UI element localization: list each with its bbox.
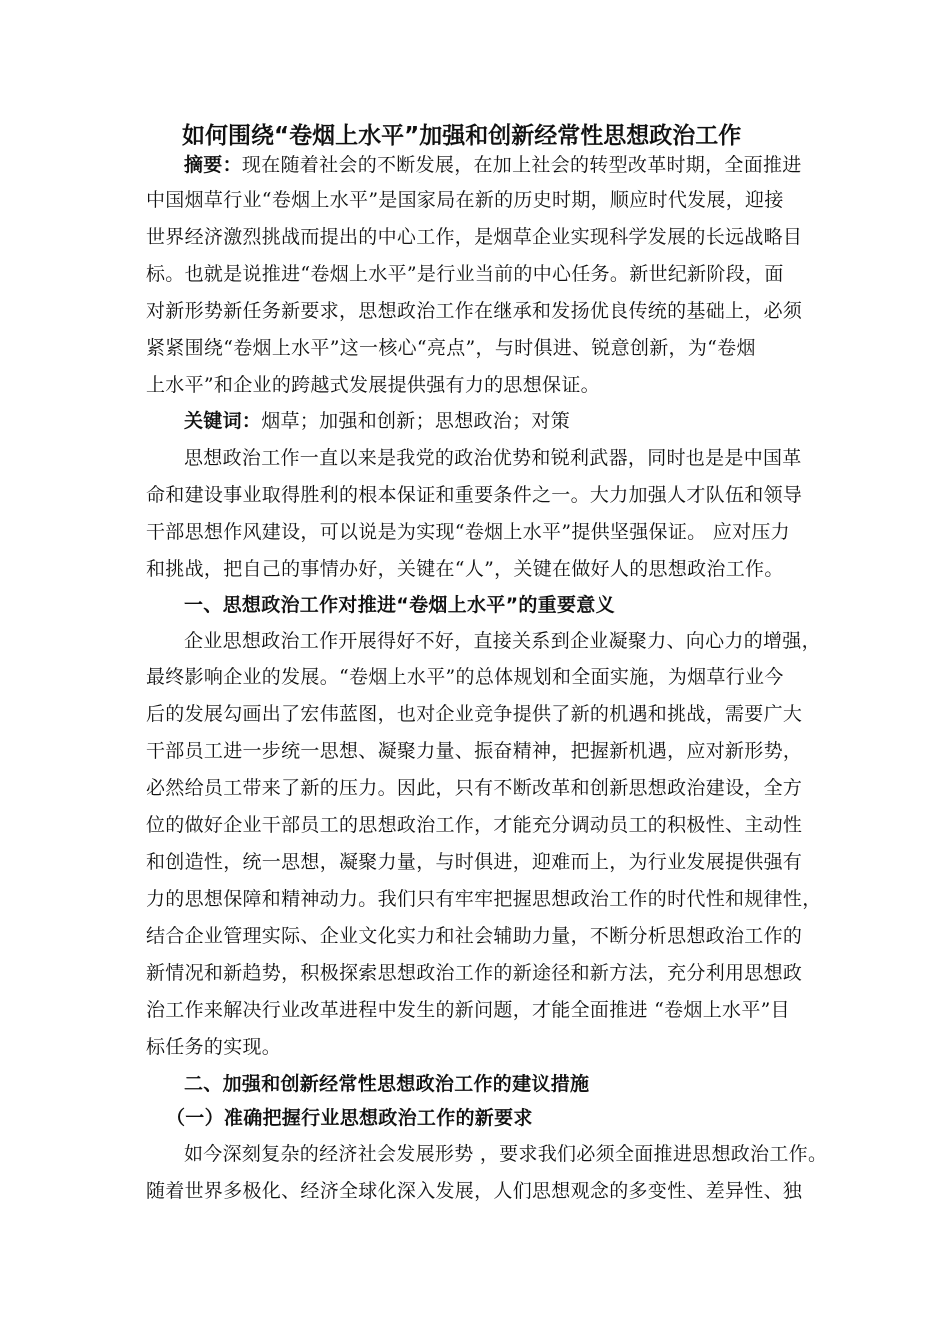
body-line: 力的思想保障和精神动力。我们只有牢牢把握思想政治工作的时代性和规律性， [146, 888, 822, 910]
abstract-line: 标。也就是说推进“卷烟上水平”是行业当前的中心任务。新世纪新阶段，面 [146, 263, 784, 285]
body-line: 最终影响企业的发展。“卷烟上水平”的总体规划和全面实施，为烟草行业今 [146, 666, 784, 688]
keywords-text: 烟草；加强和创新；思想政治；对策 [261, 410, 571, 432]
abstract-label: 摘要： [184, 154, 242, 176]
body-line: 和创造性，统一思想，凝聚力量，与时俱进，迎难而上，为行业发展提供强有 [146, 851, 803, 873]
body-line: 和挑战，把自己的事情办好，关键在“人”，关键在做好人的思想政治工作。 [146, 558, 784, 580]
body-line: 结合企业管理实际、企业文化实力和社会辅助力量，不断分析思想政治工作的 [146, 925, 803, 947]
abstract-line: 世界经济激烈挑战而提出的中心工作，是烟草企业实现科学发展的长远战略目 [146, 226, 803, 248]
keywords-line [184, 408, 874, 434]
body-line: 干部思想作风建设，可以说是为实现“卷烟上水平”提供坚强保证。 应对压力 [146, 521, 790, 543]
body-line: 企业思想政治工作开展得好不好，直接关系到企业凝聚力、向心力的增强， [184, 630, 821, 652]
subsection-heading: （一）准确把握行业思想政治工作的新要求 [166, 1107, 533, 1129]
body-line: 新情况和新趋势，积极探索思想政治工作的新途径和新方法，充分利用思想政 [146, 962, 803, 984]
section-heading: 一、思想政治工作对推进“卷烟上水平”的重要意义 [184, 594, 615, 616]
abstract-line: 紧紧围绕“卷烟上水平”这一核心“亮点”，与时俱进、锐意创新，为“卷烟 [146, 337, 756, 359]
body-line: 思想政治工作一直以来是我党的政治优势和锐利武器，同时也是是中国革 [184, 447, 802, 469]
body-line: 如今深刻复杂的经济社会发展形势 ，要求我们必须全面推进思想政治工作。 [184, 1143, 828, 1165]
body-line: 随着世界多极化、经济全球化深入发展，人们思想观念的多变性、差异性、独 [146, 1180, 803, 1202]
body-line: 位的做好企业干部员工的思想政治工作，才能充分调动员工的积极性、主动性 [146, 814, 803, 836]
abstract-text: 现在随着社会的不断发展，在加上社会的转型改革时期，全面推进 [241, 154, 802, 176]
body-line: 必然给员工带来了新的压力。因此，只有不断改革和创新思想政治建设，全方 [146, 777, 803, 799]
body-line: 命和建设事业取得胜利的根本保证和重要条件之一。大力加强人才队伍和领导 [146, 484, 803, 506]
body-line: 后的发展勾画出了宏伟蓝图，也对企业竞争提供了新的机遇和挑战，需要广大 [146, 703, 803, 725]
document-title: 如何围绕“卷烟上水平”加强和创新经常性思想政治工作 [182, 123, 742, 149]
body-line: 治工作来解决行业改革进程中发生的新问题，才能全面推进 “卷烟上水平”目 [146, 999, 790, 1021]
abstract-line: 上水平”和企业的跨越式发展提供强有力的思想保证。 [146, 374, 600, 396]
abstract-line: 中国烟草行业“卷烟上水平”是国家局在新的历史时期，顺应时代发展，迎接 [146, 189, 784, 211]
abstract-line [184, 152, 874, 178]
body-line: 干部员工进一步统一思想、凝聚力量、振奋精神，把握新机遇，应对新形势， [146, 740, 803, 762]
body-line: 标任务的实现。 [146, 1036, 282, 1058]
keywords-label: 关键词： [184, 410, 262, 432]
abstract-line: 对新形势新任务新要求，思想政治工作在继承和发扬优良传统的基础上，必须 [146, 300, 803, 322]
section-heading: 二、加强和创新经常性思想政治工作的建议措施 [184, 1073, 590, 1095]
